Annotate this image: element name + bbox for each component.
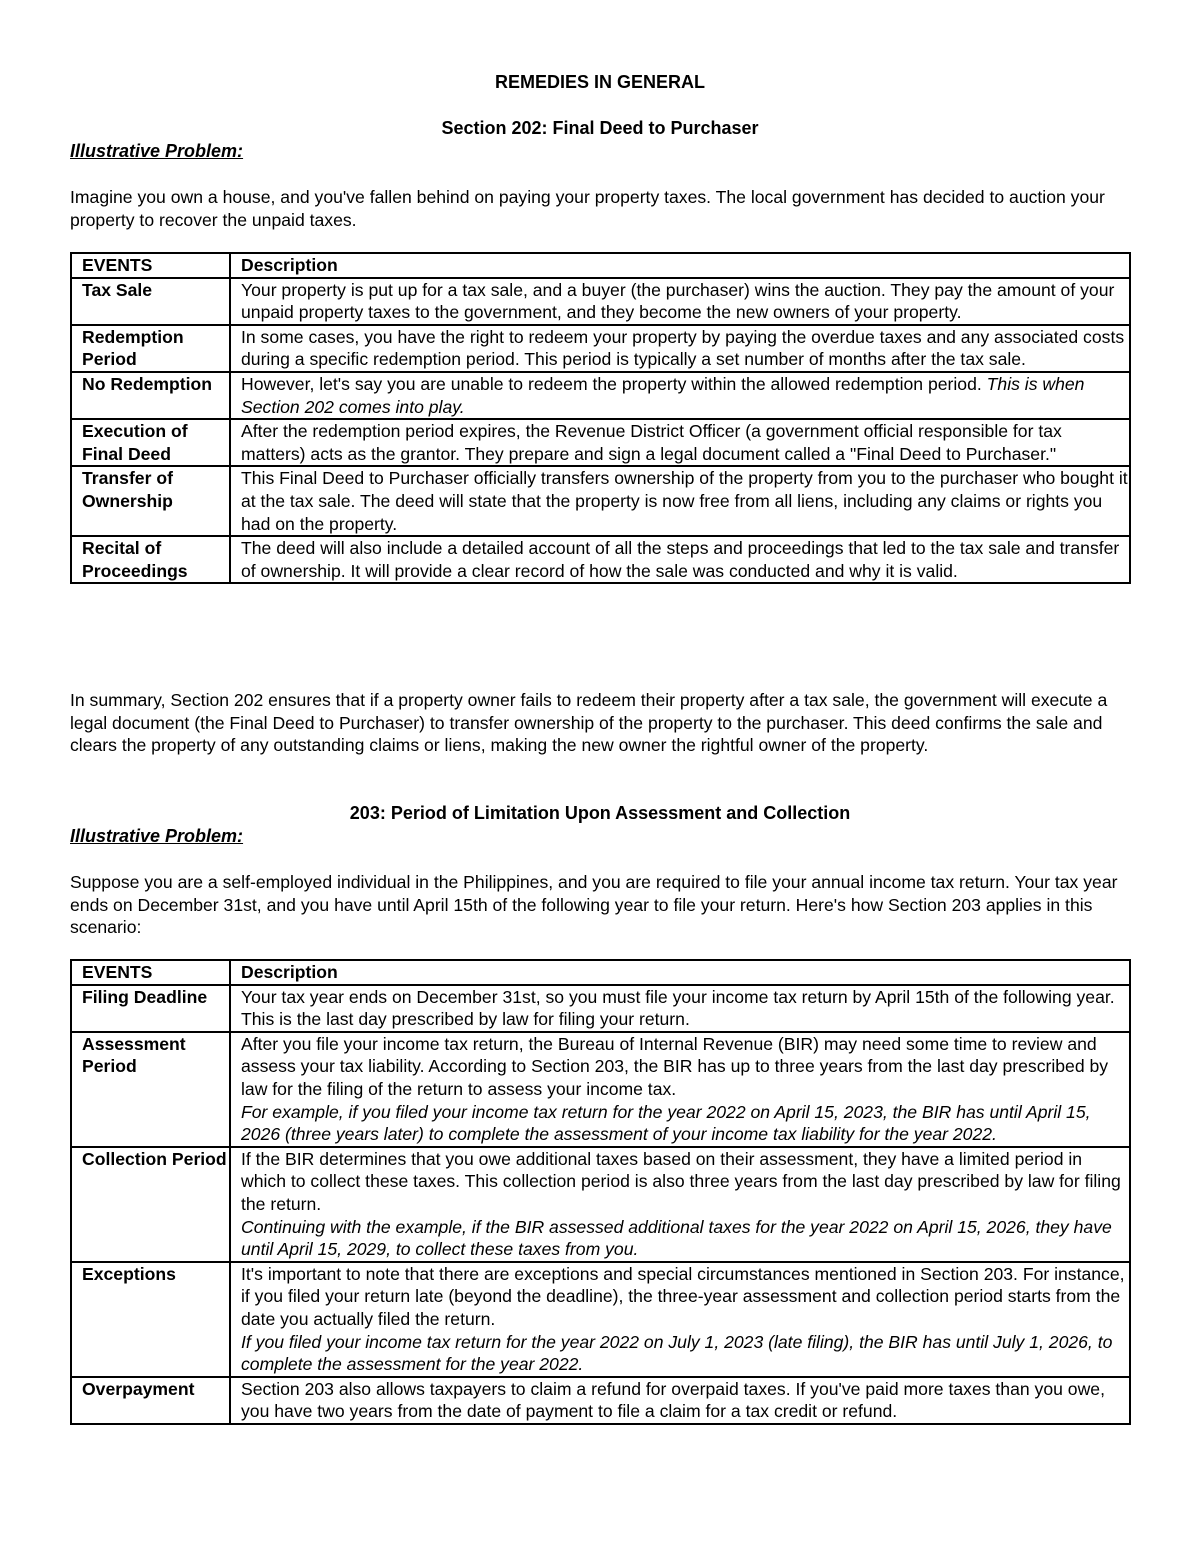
- table-header-row: [71, 960, 1130, 985]
- event-description: It's important to note that there are exceptions and special circumstances mentioned in Section 203. For instance, if you filed your return late (beyond the deadline), the three-year assessment and collection period starts from the date you actually filed the return.: [241, 1263, 1125, 1329]
- event-description-italic: This is when Section 202 comes into play.: [241, 373, 1085, 417]
- section-202-heading: Section 202: Final Deed to Purchaser: [441, 118, 759, 138]
- event-description-cell: [230, 1032, 1130, 1147]
- event-example: Continuing with the example, if the BIR assessed additional taxes for the year 2022 on April 15, 2026, they have until April 15, 2029, to collect these taxes from you.: [241, 1216, 1112, 1260]
- event-name: No Redemption: [71, 372, 230, 419]
- table-row: [71, 536, 1130, 583]
- event-name: Execution of Final Deed: [71, 419, 230, 466]
- table-row: [71, 372, 1130, 419]
- event-name: Transfer of Ownership: [71, 466, 230, 536]
- event-name: Assessment Period: [71, 1032, 230, 1147]
- event-name: Filing Deadline: [71, 985, 230, 1032]
- table-row: [71, 419, 1130, 466]
- document-title: REMEDIES IN GENERAL: [494, 72, 706, 92]
- section-202-events-table: [70, 252, 1131, 584]
- event-description: This Final Deed to Purchaser officially transfers ownership of the property from you to the purchaser who bought it at the tax sale. The deed will state that the property is now free from all liens, including any claims or rights you had on the property.: [230, 466, 1130, 536]
- section-203-intro: Suppose you are a self-employed individual in the Philippines, and you are required to file your annual income tax return. Your tax year ends on December 31st, and you have until April 15th of the following year to file your return. Here's how Section 203 applies in this scenario:: [70, 872, 1118, 938]
- event-description-cell: [230, 1262, 1130, 1377]
- event-name: Collection Period: [71, 1147, 230, 1262]
- event-name: Exceptions: [71, 1262, 230, 1377]
- event-description: After the redemption period expires, the Revenue District Officer (a government official responsible for tax matters) acts as the grantor. They prepare and sign a legal document called a "Final Deed to Purchaser.": [230, 419, 1130, 466]
- event-description-cell: [230, 372, 1130, 419]
- event-name: Tax Sale: [71, 278, 230, 325]
- event-description: Your tax year ends on December 31st, so you must file your income tax return by April 15th of the following year. This is the last day prescribed by law for filing your return.: [230, 985, 1130, 1032]
- event-description: Section 203 also allows taxpayers to claim a refund for overpaid taxes. If you've paid more taxes than you owe, you have two years from the date of payment to file a claim for a tax credit or refund.: [230, 1377, 1130, 1424]
- table-row: [71, 278, 1130, 325]
- events-column-header: EVENTS: [71, 960, 230, 985]
- event-example: If you filed your income tax return for the year 2022 on July 1, 2023 (late filing), the BIR has until July 1, 2026, to complete the assessment for the year 2022.: [241, 1331, 1113, 1375]
- description-column-header: Description: [230, 960, 1130, 985]
- event-description: However, let's say you are unable to redeem the property within the allowed redemption period.: [241, 373, 982, 394]
- event-name: Redemption Period: [71, 325, 230, 372]
- table-row: [71, 1147, 1130, 1262]
- section-202-summary: In summary, Section 202 ensures that if a property owner fails to redeem their property after a tax sale, the government will execute a legal document (the Final Deed to Purchaser) to transfer ownership of the property to the purchaser. This deed confirms the sale and clears the property of any outstanding claims or liens, making the new owner the rightful owner of the property.: [70, 690, 1108, 756]
- event-name: Overpayment: [71, 1377, 230, 1424]
- events-column-header: EVENTS: [71, 253, 230, 278]
- table-row: [71, 985, 1130, 1032]
- table-row: [71, 325, 1130, 372]
- event-description: In some cases, you have the right to redeem your property by paying the overdue taxes and any associated costs during a specific redemption period. This period is typically a set number of months after the tax sale.: [230, 325, 1130, 372]
- table-row: [71, 1032, 1130, 1147]
- section-203-heading: 203: Period of Limitation Upon Assessment and Collection: [349, 803, 851, 823]
- table-row: [71, 1262, 1130, 1377]
- event-description: Your property is put up for a tax sale, and a buyer (the purchaser) wins the auction. They pay the amount of your unpaid property taxes to the government, and they become the new owners of your property.: [230, 278, 1130, 325]
- event-description-cell: [230, 1147, 1130, 1262]
- section-203-illustrative-label: Illustrative Problem:: [70, 826, 244, 846]
- table-row: [71, 466, 1130, 536]
- section-202-illustrative-label: Illustrative Problem:: [70, 141, 244, 161]
- event-description: After you file your income tax return, the Bureau of Internal Revenue (BIR) may need some time to review and assess your tax liability. According to Section 203, the BIR has up to three years from the last day prescribed by law for the filing of the return to assess your income tax.: [241, 1033, 1109, 1099]
- event-description: If the BIR determines that you owe additional taxes based on their assessment, they have a limited period in which to collect these taxes. This collection period is also three years from the last day prescribed by law for filing the return.: [241, 1148, 1121, 1214]
- section-203-events-table: [70, 959, 1131, 1425]
- event-description: The deed will also include a detailed account of all the steps and proceedings that led to the tax sale and transfer of ownership. It will provide a clear record of how the sale was conducted and why it is valid.: [230, 536, 1130, 583]
- description-column-header: Description: [230, 253, 1130, 278]
- event-name: Recital of Proceedings: [71, 536, 230, 583]
- event-example: For example, if you filed your income tax return for the year 2022 on April 15, 2023, the BIR has until April 15, 2026 (three years later) to complete the assessment of your income tax liability for the year 2022.: [241, 1101, 1091, 1145]
- section-202-intro: Imagine you own a house, and you've fallen behind on paying your property taxes. The local government has decided to auction your property to recover the unpaid taxes.: [70, 187, 1105, 230]
- table-row: [71, 1377, 1130, 1424]
- table-header-row: [71, 253, 1130, 278]
